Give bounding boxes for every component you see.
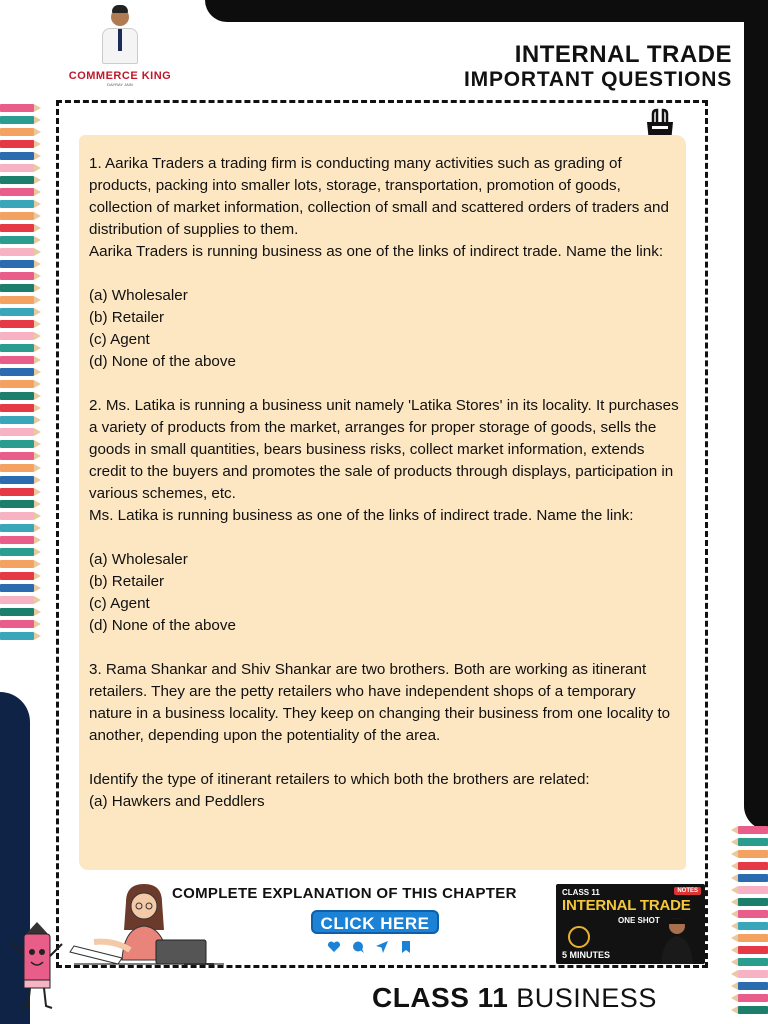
pencil-icon [0, 296, 34, 304]
pencil-icon [738, 946, 768, 954]
pencil-icon [738, 874, 768, 882]
pencil-icon [0, 404, 34, 412]
pencil-icon [0, 428, 34, 436]
bookmark-icon[interactable] [399, 940, 413, 954]
pencil-icon [0, 308, 34, 316]
question-1-prompt: Aarika Traders is running business as one of the links of indirect trade. Name the link: [89, 243, 664, 260]
presenter-avatar [101, 8, 139, 64]
pencil-icon [0, 188, 34, 196]
pencil-icon [0, 176, 34, 184]
video-thumbnail[interactable] [556, 884, 705, 964]
alarm-clock-icon [568, 926, 590, 948]
question-2-text: 2. Ms. Latika is running a business unit namely 'Latika Stores' in its locality. It purchases a variety of products from the market, arranges for proper storage of goods, sells the goods in small quantities, bears business risks, collect market information, extends credit to the buyers and promotes the sale of products through displays, participation in various schemes, etc. [89, 397, 679, 502]
pencil-icon [0, 236, 34, 244]
question-2-option-b: (b) Retailer [89, 573, 165, 590]
question-1-option-d: (d) None of the above [89, 353, 236, 370]
thumbnail-notes-badge: NOTES [674, 887, 701, 895]
pencil-icon [0, 260, 34, 268]
question-2-option-c: (c) Agent [89, 595, 150, 612]
pencil-icon [0, 392, 34, 400]
pencil-icon [738, 898, 768, 906]
pencil-icon [0, 380, 34, 388]
pencil-icon [738, 994, 768, 1002]
pencil-icon [0, 524, 34, 532]
pencil-icon [0, 560, 34, 568]
pencil-icon [0, 356, 34, 364]
pencil-icon [738, 886, 768, 894]
questions-content [89, 153, 681, 813]
question-1-option-b: (b) Retailer [89, 309, 165, 326]
heart-icon[interactable] [327, 940, 341, 954]
pencil-icon [0, 488, 34, 496]
right-pencil-decor [738, 826, 768, 1014]
question-1-option-a: (a) Wholesaler [89, 287, 188, 304]
pencil-icon [0, 368, 34, 376]
page-title [464, 42, 732, 92]
pencil-icon [0, 620, 34, 628]
pencil-icon [738, 1006, 768, 1014]
comment-icon[interactable] [351, 940, 365, 954]
pencil-icon [0, 536, 34, 544]
promo-title: COMPLETE EXPLANATION OF THIS CHAPTER [172, 885, 517, 902]
pencil-icon [738, 838, 768, 846]
pencil-icon [738, 970, 768, 978]
pencil-icon [0, 500, 34, 508]
pencil-icon [0, 200, 34, 208]
footer-class: CLASS 11 [372, 982, 509, 1013]
pencil-icon [0, 512, 34, 520]
thumbnail-title: INTERNAL TRADE [562, 897, 691, 914]
left-pencil-decor [0, 104, 34, 640]
question-1-text: 1. Aarika Traders a trading firm is conducting many activities such as grading of products, packing into smaller lots, storage, transportation, promotion of goods, collection of market information, collection of small and scattered orders of traders and distribution of supplies to them. [89, 155, 669, 238]
pencil-icon [738, 910, 768, 918]
click-here-button[interactable]: CLICK HERE [311, 910, 439, 934]
pencil-icon [0, 248, 34, 256]
pencil-icon [0, 164, 34, 172]
pencil-icon [0, 464, 34, 472]
pencil-icon [738, 934, 768, 942]
pencil-icon [0, 320, 34, 328]
pencil-icon [0, 548, 34, 556]
pencil-icon [0, 416, 34, 424]
top-decor-band [205, 0, 768, 22]
question-2-option-a: (a) Wholesaler [89, 551, 188, 568]
question-2-prompt: Ms. Latika is running business as one of the links of indirect trade. Name the link: [89, 507, 634, 524]
pencil-icon [0, 212, 34, 220]
pencil-icon [0, 608, 34, 616]
pencil-icon [0, 596, 34, 604]
brand-tagline: DAYRAY JAIN [107, 82, 133, 87]
pencil-icon [0, 128, 34, 136]
title-line-2: IMPORTANT QUESTIONS [464, 68, 732, 91]
pencil-icon [0, 104, 34, 112]
pencil-icon [0, 116, 34, 124]
question-3-text: 3. Rama Shankar and Shiv Shankar are two brothers. Both are working as itinerant retailers. They are the petty retailers who have independent shops of a temporary nature in a business locality. They keep on changing their business from one locality to another, depending upon the potentiality of the area. [89, 661, 671, 744]
pencil-icon [0, 332, 34, 340]
brand-logo [66, 8, 174, 94]
pencil-icon [0, 344, 34, 352]
title-line-1: INTERNAL TRADE [514, 41, 732, 68]
pencil-icon [0, 152, 34, 160]
presenter-avatar [659, 914, 695, 964]
pencil-icon [0, 632, 34, 640]
pencil-icon [738, 958, 768, 966]
question-1-option-c: (c) Agent [89, 331, 150, 348]
footer-label [372, 982, 657, 1014]
thumbnail-duration: 5 MINUTES [562, 950, 611, 960]
pencil-icon [0, 272, 34, 280]
footer-subject: BUSINESS [516, 983, 657, 1013]
pencil-icon [0, 476, 34, 484]
right-decor-band [744, 0, 768, 830]
pencil-icon [0, 140, 34, 148]
pencil-icon [0, 224, 34, 232]
question-3-prompt: Identify the type of itinerant retailers to which both the brothers are related: [89, 771, 590, 788]
pencil-icon [738, 826, 768, 834]
send-icon[interactable] [375, 940, 389, 954]
pencil-mascot-icon [8, 922, 66, 1010]
thumbnail-class-label: CLASS 11 [562, 888, 600, 897]
brand-name: COMMERCE KING [68, 70, 172, 82]
thumbnail-subtitle: ONE SHOT [618, 916, 660, 925]
pencil-icon [738, 850, 768, 858]
question-2-option-d: (d) None of the above [89, 617, 236, 634]
pencil-icon [0, 284, 34, 292]
question-3-option-a: (a) Hawkers and Peddlers [89, 793, 265, 810]
social-icons [327, 940, 413, 954]
pencil-icon [738, 922, 768, 930]
pencil-icon [0, 584, 34, 592]
pencil-icon [0, 572, 34, 580]
pencil-icon [0, 452, 34, 460]
pencil-icon [738, 862, 768, 870]
pencil-icon [0, 440, 34, 448]
pencil-icon [738, 982, 768, 990]
